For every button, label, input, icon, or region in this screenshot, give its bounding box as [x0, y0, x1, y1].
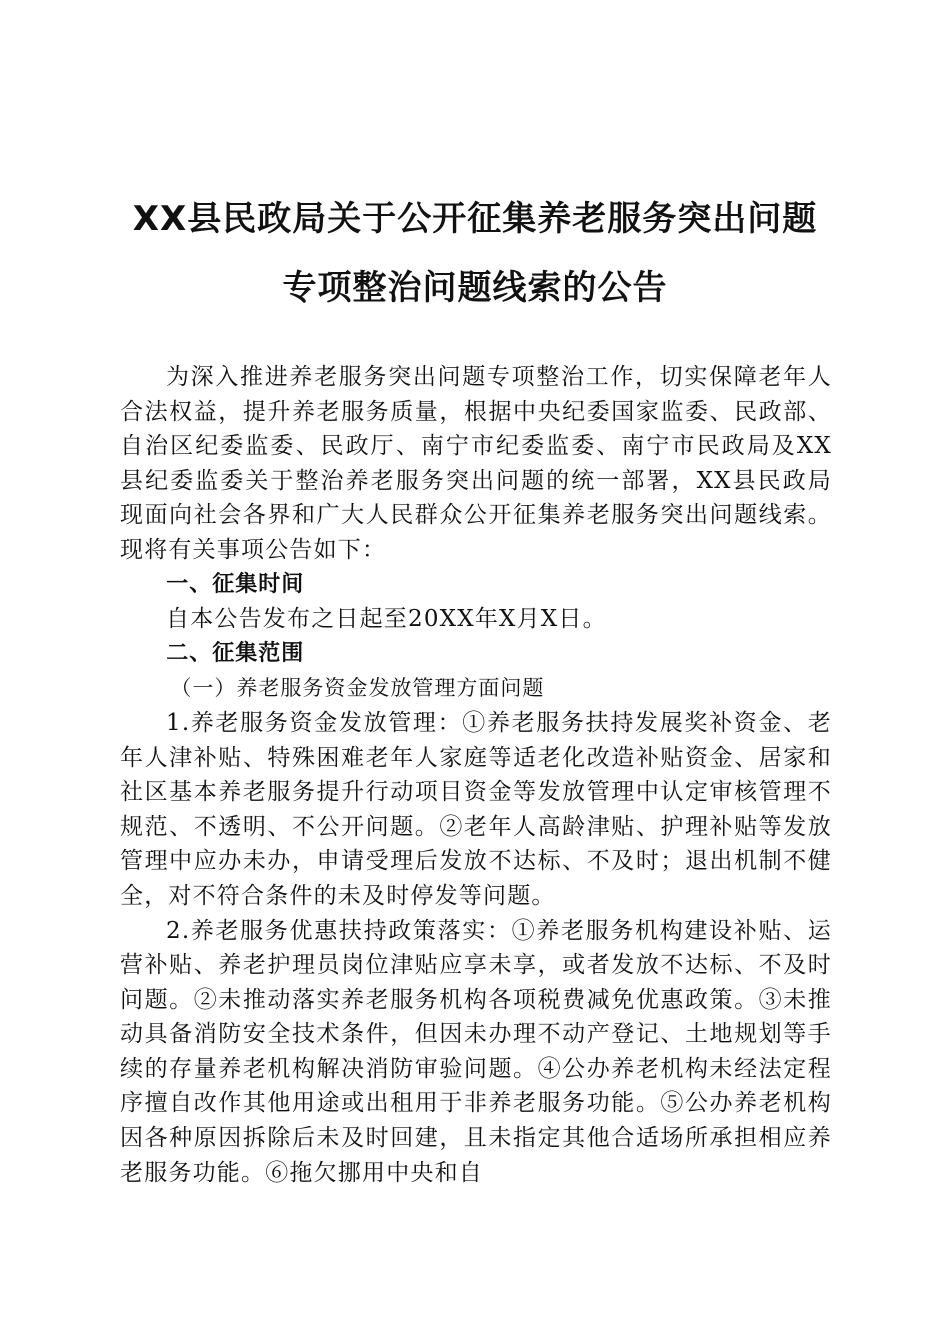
section-heading-collection-time: 一、征集时间	[166, 571, 305, 597]
scope-item-2: 2.养老服务优惠扶持政策落实：①养老服务机构建设补贴、运营补贴、养老护理员岗位津贴应享未享，或者发放不达标、不及时问题。②未推动落实养老服务机构各项税费减免优惠政策。③未推动具备消防安全技术条件，但因未办理不动产登记、土地规划等手续的存量养老机构解决消防审验问题。④公办养老机构未经法定程序擅自改作其他用途或出租用于非养老服务功能。⑤公办养老机构因各种原因拆除后未及时回建，且未指定其他合适场所承担相应养老服务功能。⑥拖欠挪用中央和自	[120, 917, 832, 1186]
document-body	[120, 360, 832, 1190]
collection-time-paragraph: 自本公告发布之日起至20XX年X月X日。	[166, 606, 607, 633]
section-heading-collection-scope: 二、征集范围	[166, 640, 305, 666]
subsection-heading-funds: （一）养老服务资金发放管理方面问题	[170, 676, 545, 701]
document-title-line-2: 专项整治问题线索的公告	[282, 268, 668, 308]
document-title-line-1: XX县民政局关于公开征集养老服务突出问题	[132, 199, 818, 239]
intro-paragraph: 为深入推进养老服务突出问题专项整治工作，切实保障老年人合法权益，提升养老服务质量，根据中央纪委国家监委、民政部、自治区纪委监委、民政厅、南宁市纪委监委、南宁市民政局及XX县纪委监委关于整治养老服务突出问题的统一部署，XX县民政局现面向社会各界和广大人民群众公开征集养老服务突出问题线索。现将有关事项公告如下：	[120, 364, 832, 563]
scope-item-1: 1.养老服务资金发放管理：①养老服务扶持发展奖补资金、老年人津补贴、特殊困难老年人家庭等适老化改造补贴资金、居家和社区基本养老服务提升行动项目资金等发放管理中认定审核管理不规范、不透明、不公开问题。②老年人高龄津贴、护理补贴等发放管理中应办未办，申请受理后发放不达标、不及时；退出机制不健全，对不符合条件的未及时停发等问题。	[120, 709, 832, 909]
